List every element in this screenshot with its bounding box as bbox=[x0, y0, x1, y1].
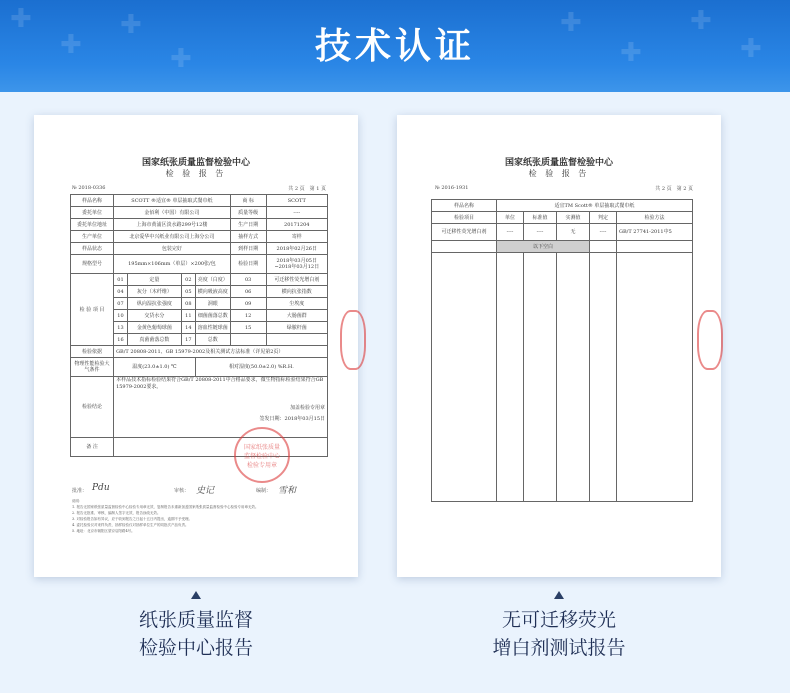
table-row: 04 灰分（木纤维） 05 横向吸液高度 06 横向抗张指数 bbox=[71, 286, 328, 298]
cross-decor-icon: ✚ bbox=[690, 6, 712, 36]
table-row: 可迁移性荧光增白剂 ---- ---- 无 ---- GB/T 27741-2011中5 bbox=[432, 224, 693, 241]
cross-decor-icon: ✚ bbox=[10, 4, 32, 34]
sig-approve-signature: Pdu bbox=[92, 483, 110, 493]
table-row: 样品名称 SCOTT ®适宜® 单层抽取式餐巾纸 商 标 SCOTT bbox=[71, 195, 328, 207]
report-page: 共 2 页 第 1 页 bbox=[288, 186, 326, 192]
cross-decor-icon: ✚ bbox=[620, 38, 642, 68]
table-row: 16 真菌菌落总数 17 总数 bbox=[71, 334, 328, 346]
report-notes: 说明： 1. 报告无国家纸张质量监督检验中心检验专用章无效，复制报告未重新加盖国家纸张质量监督检验中心检验专用章无效。 2. 报告无批准、审核、编制人签字无效，报告涂改无效。 3. 对检验报告如有异议，应于收到报告之日起十五日内提出，逾期不予受理。 4. 委托检验仅对来样负责，抽样检验仅对抽样单位生产的同批次产品负责。 5. 地址：北京市朝阳区望京启阳路4号。 bbox=[72, 499, 259, 533]
side-stamp bbox=[340, 310, 366, 370]
report-left bbox=[34, 115, 358, 577]
sig-review-label: 审核： bbox=[174, 488, 190, 494]
report-page: 共 2 页 第 2 页 bbox=[655, 186, 693, 192]
seal-text: 加盖检验专用章 bbox=[289, 405, 325, 411]
caption-left: 纸张质量监督 检验中心报告 bbox=[138, 609, 253, 659]
report-table bbox=[70, 194, 328, 457]
table-row: 10 交货水分 11 细菌菌落总数 12 大肠菌群 bbox=[71, 310, 328, 322]
table-row: 07 纵向湿抗张强度 08 洞眼 09 尘埃度 bbox=[71, 298, 328, 310]
sig-review-signature: 史记 bbox=[196, 486, 215, 496]
table-row: 委托单位地址 上海市黄浦区淡水路299号12楼 生产日期 20171204 bbox=[71, 219, 328, 231]
cross-decor-icon: ✚ bbox=[60, 30, 82, 60]
sig-main-signature: 雪和 bbox=[278, 486, 297, 496]
cross-decor-icon: ✚ bbox=[170, 44, 192, 74]
sig-approve-label: 批准： bbox=[72, 488, 88, 494]
report-kind: 检 验 报 告 bbox=[528, 169, 590, 178]
table-row: 样品状态 包装完好 到样日期 2018年02月26日 bbox=[71, 243, 328, 255]
table-row: 物理性能检验大气条件 温度(23.0±1.0) ℃ 相对湿度(50.0±2.0) %R.H. bbox=[71, 358, 328, 377]
table-row: 检验依据 GB/T 20808-2011、GB 15979-2002及相关测试方法标准（详见第2页） bbox=[71, 346, 328, 358]
report-table bbox=[431, 199, 693, 502]
report-kind: 检 验 报 告 bbox=[165, 169, 227, 178]
page-title: 技术认证 bbox=[314, 26, 475, 67]
seal-stamp: 国家纸张质量监督检验中心 检验专用章 bbox=[234, 427, 290, 483]
table-row: 检 验 项 目 01 定量 02 亮度（白度） 03 可迁移性荧光增白剂 bbox=[71, 274, 328, 286]
table-row: 样品名称 适宜TM Scott® 单层抽取式餐巾纸 bbox=[432, 200, 693, 212]
table-row: 委托单位 金佰利（中国）有限公司 质量等级 ---- bbox=[71, 207, 328, 219]
sig-main-label: 编制： bbox=[256, 488, 272, 494]
cross-decor-icon: ✚ bbox=[560, 8, 582, 38]
table-header: 检验项目 单位 标准值 实测值 判定 检验方法 bbox=[432, 212, 693, 224]
cross-decor-icon: ✚ bbox=[740, 34, 762, 64]
report-number: № 2016-1931 bbox=[435, 185, 469, 191]
side-stamp bbox=[697, 310, 723, 370]
arrow-up-icon bbox=[554, 591, 564, 599]
table-row: 以下空白 bbox=[432, 241, 693, 253]
report-org: 国家纸张质量监督检验中心 bbox=[141, 158, 250, 168]
report-right bbox=[397, 115, 721, 577]
table-row bbox=[432, 253, 693, 502]
table-row: 生产单位 北京爱华中兴纸业有限公司上海分公司 抽样方式 寄样 bbox=[71, 231, 328, 243]
report-number: № 2018-0336 bbox=[72, 185, 106, 191]
conclusion-text: 本样品技术指标检验结果符合GB/T 20808-2011中合格品要求，微生物指标检验结果符合GB 15979-2002要求。 bbox=[116, 377, 324, 390]
issue-date: 签发日期：2018年03月15日 bbox=[259, 416, 325, 422]
cross-decor-icon: ✚ bbox=[120, 10, 142, 40]
table-row: 13 金黄色葡萄球菌 14 溶血性链球菌 15 绿脓杆菌 bbox=[71, 322, 328, 334]
arrow-up-icon bbox=[191, 591, 201, 599]
report-org: 国家纸张质量监督检验中心 bbox=[504, 158, 613, 168]
caption-right: 无可迁移荧光 增白剂测试报告 bbox=[492, 609, 626, 659]
table-row: 规格型号 195mm×106mm（单层）×200张/包 检验日期 2018年03月05日~2018年03月12日 bbox=[71, 255, 328, 274]
table-row: 备 注 bbox=[71, 438, 328, 457]
table-row: 检验结论 本样品技术指标检验结果符合GB/T 20808-2011中合格品要求，微生物指标检验结果符合GB 15979-2002要求。 加盖检验专用章 签发日期：2018年03月15日 bbox=[71, 377, 328, 438]
